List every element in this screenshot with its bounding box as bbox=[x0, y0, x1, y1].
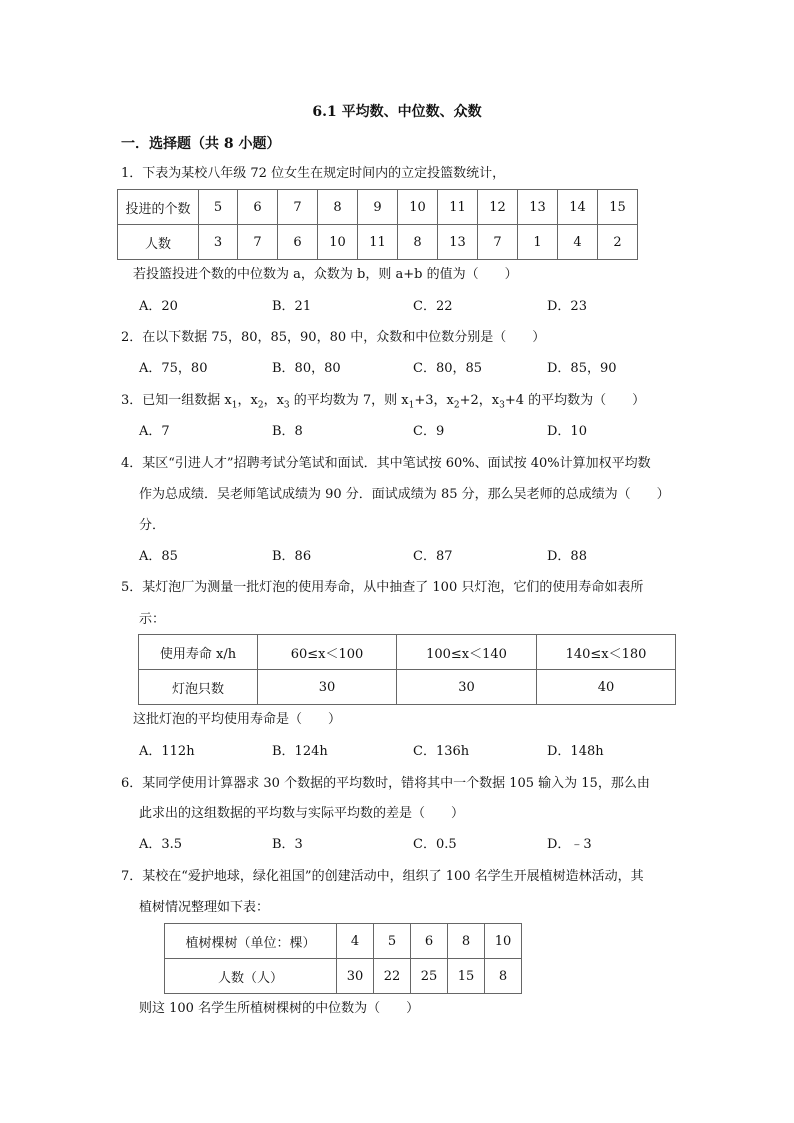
q5-ask: 这批灯泡的平均使用寿命是（ ） bbox=[133, 712, 342, 727]
table-cell: 100≤x＜140 bbox=[397, 635, 537, 670]
option-c: C．80，85 bbox=[413, 361, 483, 376]
option-b: B．124h bbox=[272, 744, 328, 759]
table-cell: 10 bbox=[485, 924, 522, 959]
subscript: 1 bbox=[408, 400, 415, 411]
q7-line1: 7．某校在“爱护地球，绿化祖国”的创建活动中，组织了 100 名学生开展植树造林活动，其 bbox=[121, 869, 644, 884]
q1-stem: 1．下表为某校八年级 72 位女生在规定时间内的立定投篮数统计， bbox=[121, 166, 506, 181]
q3-text: ，x bbox=[263, 393, 284, 408]
option-b: B．8 bbox=[272, 424, 303, 439]
table-cell: 8 bbox=[485, 959, 522, 994]
q3-text: 3．已知一组数据 x bbox=[121, 393, 232, 408]
table-cell: 11 bbox=[358, 225, 398, 260]
table-cell: 投进的个数 bbox=[118, 190, 199, 225]
table-row bbox=[118, 190, 638, 225]
option-b: B．3 bbox=[272, 837, 303, 852]
q7-table bbox=[164, 923, 522, 994]
table-cell: 2 bbox=[598, 225, 638, 260]
option-c: C．9 bbox=[413, 424, 445, 439]
table-row bbox=[139, 635, 676, 670]
table-cell: 8 bbox=[318, 190, 358, 225]
option-b: B．80，80 bbox=[272, 361, 341, 376]
q1-table bbox=[117, 189, 638, 260]
table-cell: 人数 bbox=[118, 225, 199, 260]
q4-line3: 分． bbox=[139, 518, 166, 533]
q3-text: 的平均数为 7，则 x bbox=[289, 393, 409, 408]
table-cell: 7 bbox=[278, 190, 318, 225]
q4-line2: 作为总成绩．吴老师笔试成绩为 90 分．面试成绩为 85 分，那么吴老师的总成绩为（ ） bbox=[139, 487, 670, 502]
table-cell: 5 bbox=[374, 924, 411, 959]
option-a: A．20 bbox=[139, 299, 178, 314]
section-heading: 一．选择题（共 8 小题） bbox=[121, 136, 281, 152]
option-d: D．10 bbox=[547, 424, 587, 439]
q3-text: +3，x bbox=[414, 393, 454, 408]
table-cell: 植树棵树（单位：棵） bbox=[165, 924, 337, 959]
subscript: 3 bbox=[499, 400, 505, 411]
q6-line2: 此求出的这组数据的平均数与实际平均数的差是（ ） bbox=[139, 806, 465, 821]
table-cell: 14 bbox=[558, 190, 598, 225]
table-cell: 6 bbox=[411, 924, 448, 959]
q4-line1: 4．某区“引进人才”招聘考试分笔试和面试．其中笔试按 60%、面试按 40%计算加权平均数 bbox=[121, 456, 651, 471]
table-cell: 13 bbox=[518, 190, 558, 225]
q5-line1: 5．某灯泡厂为测量一批灯泡的使用寿命，从中抽查了 100 只灯泡，它们的使用寿命如表所 bbox=[121, 580, 644, 595]
option-c: C．0.5 bbox=[413, 837, 457, 852]
table-cell: 15 bbox=[448, 959, 485, 994]
table-cell: 10 bbox=[398, 190, 438, 225]
table-cell: 30 bbox=[258, 670, 397, 705]
table-cell: 25 bbox=[411, 959, 448, 994]
table-cell: 8 bbox=[398, 225, 438, 260]
q7-line2: 植树情况整理如下表： bbox=[139, 900, 270, 915]
table-cell: 30 bbox=[397, 670, 537, 705]
subscript: 2 bbox=[453, 400, 460, 411]
table-row bbox=[139, 670, 676, 705]
page-title: 6.1 平均数、中位数、众数 bbox=[312, 104, 482, 120]
table-row bbox=[165, 924, 522, 959]
table-cell: 6 bbox=[238, 190, 278, 225]
table-row bbox=[118, 225, 638, 260]
subscript: 3 bbox=[283, 400, 290, 411]
table-cell: 30 bbox=[337, 959, 374, 994]
option-d: D．88 bbox=[547, 549, 587, 564]
table-cell: 60≤x＜100 bbox=[258, 635, 397, 670]
option-b: B．86 bbox=[272, 549, 312, 564]
table-cell: 13 bbox=[438, 225, 478, 260]
option-b: B．21 bbox=[272, 299, 312, 314]
table-cell: 3 bbox=[199, 225, 238, 260]
q5-table bbox=[138, 634, 676, 705]
table-cell: 6 bbox=[278, 225, 318, 260]
option-d: D．23 bbox=[547, 299, 587, 314]
table-cell: 使用寿命 x/h bbox=[139, 635, 258, 670]
option-d: D．85，90 bbox=[547, 361, 617, 376]
table-cell: 11 bbox=[438, 190, 478, 225]
option-c: C．136h bbox=[413, 744, 470, 759]
table-cell: 22 bbox=[374, 959, 411, 994]
q3-stem bbox=[121, 391, 645, 416]
option-d: D．148h bbox=[547, 744, 604, 759]
option-a: A．112h bbox=[139, 744, 195, 759]
option-a: A．7 bbox=[139, 424, 170, 439]
subscript: 2 bbox=[257, 400, 264, 411]
option-a: A．75，80 bbox=[139, 361, 208, 376]
table-cell: 4 bbox=[337, 924, 374, 959]
option-c: C．87 bbox=[413, 549, 453, 564]
table-cell: 12 bbox=[478, 190, 518, 225]
table-cell: 8 bbox=[448, 924, 485, 959]
table-cell: 1 bbox=[518, 225, 558, 260]
option-c: C．22 bbox=[413, 299, 453, 314]
table-cell: 灯泡只数 bbox=[139, 670, 258, 705]
q2-stem: 2．在以下数据 75，80，85，90，80 中，众数和中位数分别是（ ） bbox=[121, 330, 546, 345]
table-cell: 10 bbox=[318, 225, 358, 260]
q3-text: +4 的平均数为（ ） bbox=[504, 393, 646, 408]
option-a: A．3.5 bbox=[139, 837, 183, 852]
table-cell: 人数（人） bbox=[165, 959, 337, 994]
q1-ask: 若投篮投进个数的中位数为 a，众数为 b，则 a+b 的值为（ ） bbox=[133, 267, 518, 282]
q3-text: +2，x bbox=[459, 393, 500, 408]
subscript: 1 bbox=[231, 400, 238, 411]
q3-text: ，x bbox=[237, 393, 258, 408]
table-cell: 15 bbox=[598, 190, 638, 225]
q6-line1: 6．某同学使用计算器求 30 个数据的平均数时，错将其中一个数据 105 输入为 15，那么由 bbox=[121, 776, 650, 791]
table-cell: 40 bbox=[537, 670, 676, 705]
option-d: D．﹣3 bbox=[547, 837, 592, 852]
q5-line2: 示： bbox=[139, 612, 166, 627]
table-row bbox=[165, 959, 522, 994]
table-cell: 5 bbox=[199, 190, 238, 225]
table-cell: 4 bbox=[558, 225, 598, 260]
option-a: A．85 bbox=[139, 549, 178, 564]
q7-ask: 则这 100 名学生所植树棵树的中位数为（ ） bbox=[139, 1001, 420, 1016]
table-cell: 9 bbox=[358, 190, 398, 225]
table-cell: 7 bbox=[478, 225, 518, 260]
table-cell: 7 bbox=[238, 225, 278, 260]
table-cell: 140≤x＜180 bbox=[537, 635, 676, 670]
